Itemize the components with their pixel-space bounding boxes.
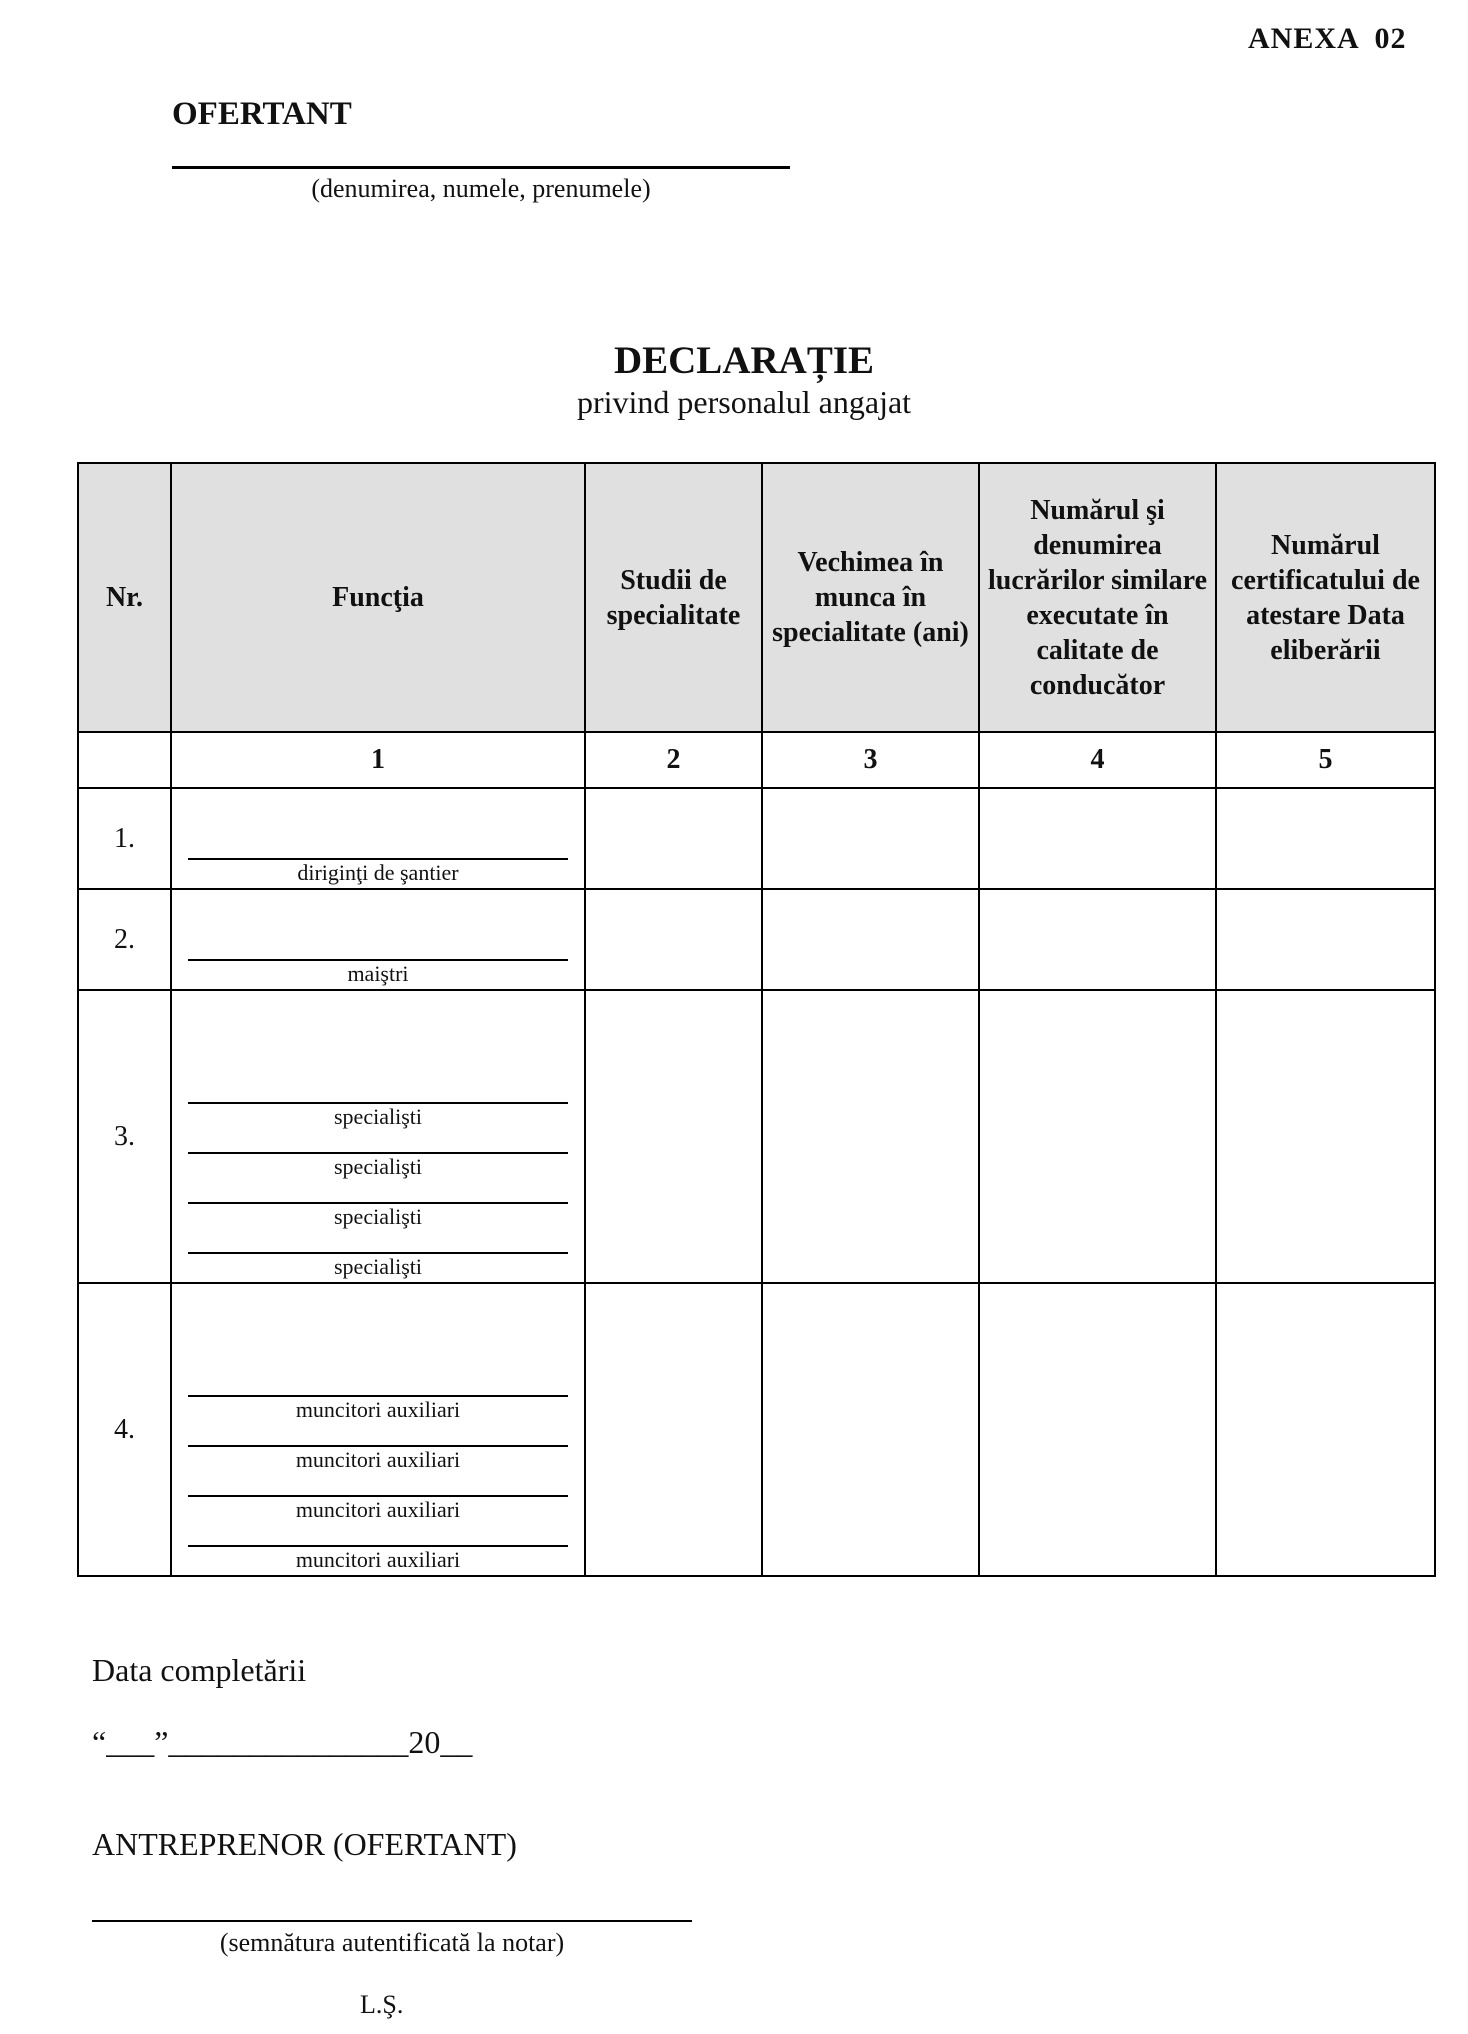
row-number: 3. (78, 990, 171, 1283)
function-label: maiştri (347, 961, 409, 986)
header-function: Funcţia (171, 463, 585, 732)
function-cell[interactable] (171, 990, 585, 1283)
function-cell[interactable] (171, 889, 585, 990)
seniority-cell[interactable] (762, 788, 979, 889)
function-cell[interactable] (171, 1283, 585, 1576)
header-seniority: Vechimea în munca în specialitate (ani) (762, 463, 979, 732)
bidder-label: OFERTANT (172, 96, 352, 132)
completion-date-field[interactable]: “___”_______________20__ (92, 1724, 473, 1760)
row-number: 1. (78, 788, 171, 889)
function-cell[interactable] (171, 788, 585, 889)
studies-cell[interactable] (585, 990, 762, 1283)
header-studies: Studii de specialitate (585, 463, 762, 732)
contractor-label: ANTREPRENOR (OFERTANT) (92, 1826, 517, 1862)
function-label: muncitori auxiliari (295, 1397, 461, 1422)
table-row (78, 990, 1435, 1283)
seniority-cell[interactable] (762, 889, 979, 990)
annex-number: ANEXA 02 (1248, 22, 1407, 55)
bidder-name-hint: (denumirea, numele, prenumele) (311, 174, 651, 203)
table-row (78, 889, 1435, 990)
header-similar-works: Numărul şi denumirea lucrărilor similare executate în calitate de conducător (979, 463, 1216, 732)
signature-field[interactable] (92, 1920, 692, 1922)
function-label: specialişti (334, 1104, 422, 1129)
similar-works-cell[interactable] (979, 889, 1216, 990)
bidder-name-field[interactable] (172, 166, 790, 169)
row-number: 4. (78, 1283, 171, 1576)
document-subtitle: privind personalul angajat (576, 384, 912, 420)
header-nr: Nr. (78, 463, 171, 732)
personnel-table (77, 462, 1436, 1577)
seniority-cell[interactable] (762, 1283, 979, 1576)
column-number: 5 (1216, 732, 1435, 788)
row-number: 2. (78, 889, 171, 990)
function-label: diriginţi de şantier (297, 860, 459, 885)
column-number: 2 (585, 732, 762, 788)
function-label: specialişti (334, 1154, 422, 1179)
column-number: 1 (171, 732, 585, 788)
studies-cell[interactable] (585, 1283, 762, 1576)
table-row (78, 788, 1435, 889)
signature-hint: (semnătura autentificată la notar) (219, 1928, 565, 1957)
certificate-cell[interactable] (1216, 788, 1435, 889)
similar-works-cell[interactable] (979, 990, 1216, 1283)
function-label: muncitori auxiliari (295, 1547, 461, 1572)
column-number-row (78, 732, 1435, 788)
table-header-row (78, 463, 1435, 732)
certificate-cell[interactable] (1216, 990, 1435, 1283)
header-certificate: Numărul certificatului de atestare Data eliberării (1216, 463, 1435, 732)
function-label: muncitori auxiliari (295, 1497, 461, 1522)
seal-placeholder: L.Ş. (360, 1990, 404, 2019)
function-label: muncitori auxiliari (295, 1447, 461, 1472)
table-row (78, 1283, 1435, 1576)
completion-date-label: Data completării (92, 1652, 307, 1688)
document-title: DECLARAȚIE (613, 339, 875, 382)
column-number: 4 (979, 732, 1216, 788)
similar-works-cell[interactable] (979, 788, 1216, 889)
certificate-cell[interactable] (1216, 1283, 1435, 1576)
column-number (78, 732, 171, 788)
column-number: 3 (762, 732, 979, 788)
function-label: specialişti (334, 1204, 422, 1229)
certificate-cell[interactable] (1216, 889, 1435, 990)
seniority-cell[interactable] (762, 990, 979, 1283)
function-label: specialişti (334, 1254, 422, 1279)
similar-works-cell[interactable] (979, 1283, 1216, 1576)
studies-cell[interactable] (585, 788, 762, 889)
studies-cell[interactable] (585, 889, 762, 990)
